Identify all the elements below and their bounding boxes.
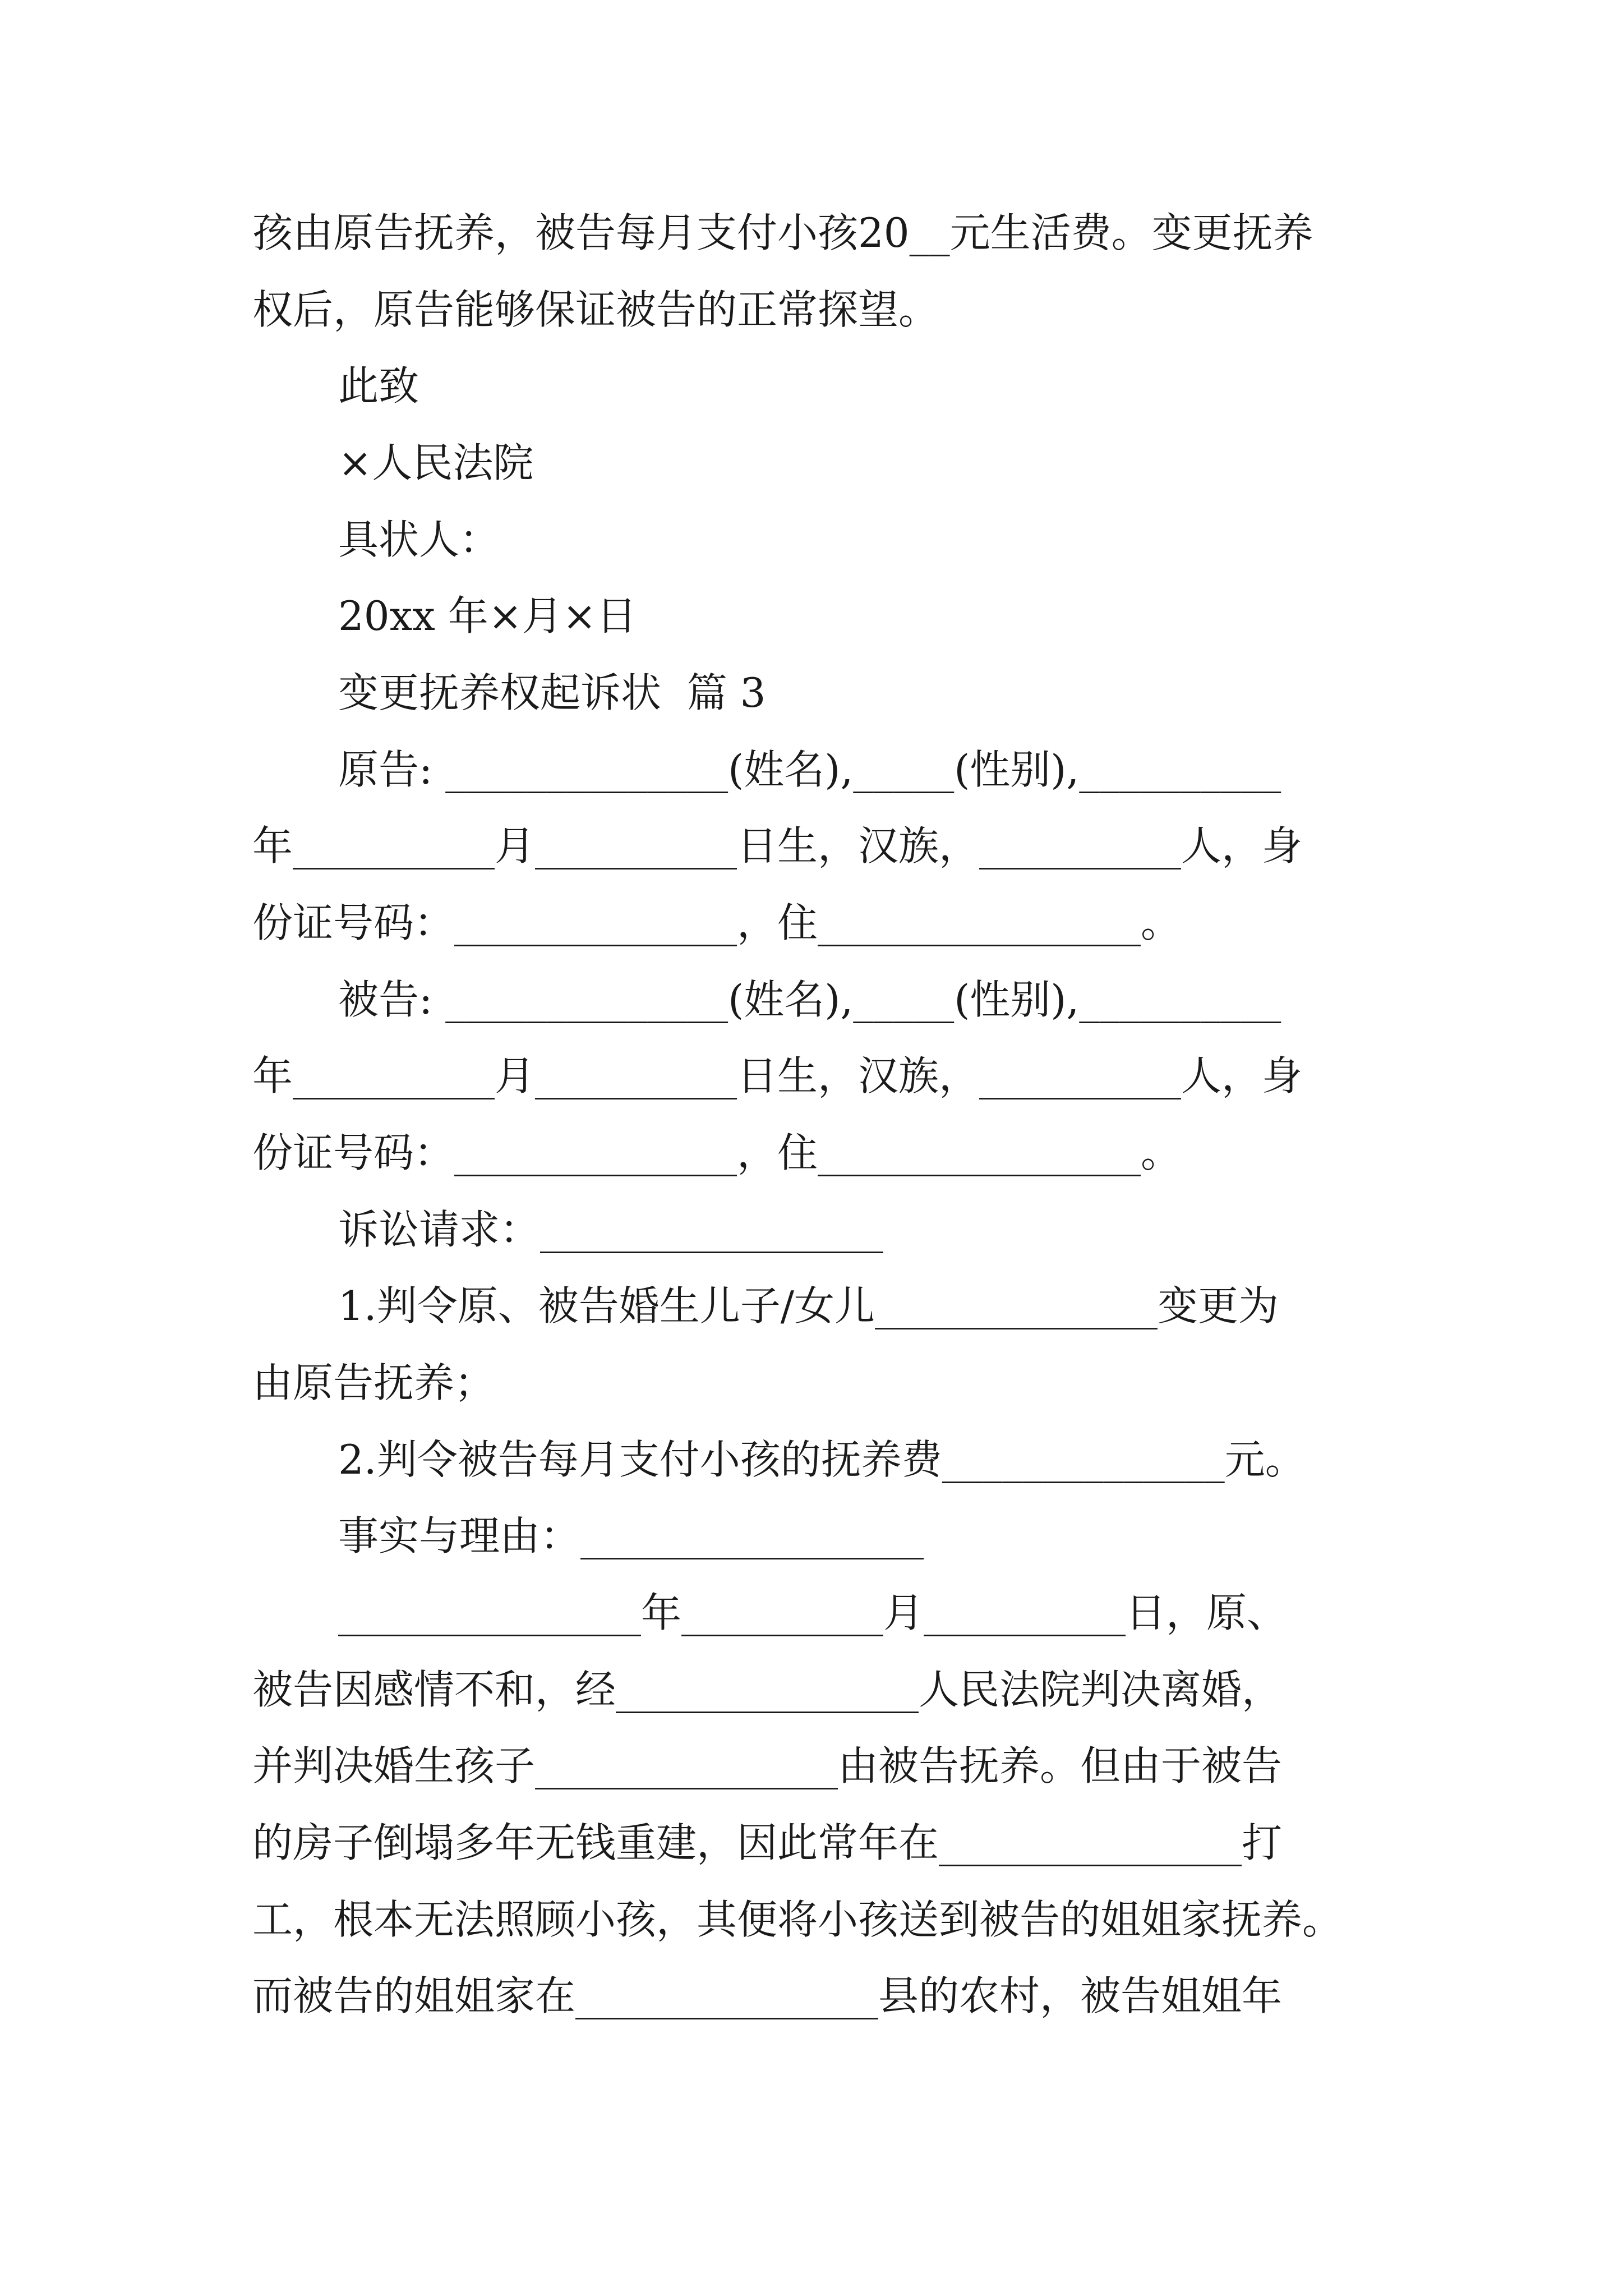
plaintiff-line: 原告: ______________(姓名),_____(性别),__________ [338,746,1281,793]
defendant-line: 份证号码：______________，住________________。 [252,1129,1182,1176]
body-line: 权后，原告能够保证被告的正常探望。 [252,286,939,333]
plaintiff-line: 年__________月__________日生，汉族，__________人，身 [252,822,1303,869]
defendant-line: 年__________月__________日生，汉族，__________人，身 [252,1052,1303,1099]
facts-line: 的房子倒塌多年无钱重建，因此常年在_______________打 [252,1819,1283,1866]
defendant-line: 被告: ______________(姓名),_____(性别),__________ [338,976,1281,1023]
claim-item: 2.判令被告每月支付小孩的抚养费______________元。 [338,1436,1306,1483]
claim-item: 1.判令原、被告婚生儿子/女儿______________变更为 [338,1282,1279,1329]
claim-item: 由原告抚养； [252,1359,495,1406]
facts-heading: 事实与理由：_________________ [338,1512,924,1559]
court-name: ×人民法院 [338,439,534,486]
plaintiff-line: 份证号码：______________，住________________。 [252,899,1182,946]
signing-date: 20xx 年×月×日 [338,592,637,639]
section-title: 变更抚养权起诉状 篇 3 [338,669,766,716]
claims-heading: 诉讼请求：_________________ [338,1206,884,1253]
closing-salutation: 此致 [338,362,419,409]
body-line: 孩由原告抚养，被告每月支付小孩20__元生活费。变更抚养 [252,209,1313,256]
facts-line: 被告因感情不和，经_______________人民法院判决离婚， [252,1666,1283,1713]
facts-line: 工，根本无法照顾小孩，其便将小孩送到被告的姐姐家抚养。 [252,1896,1343,1943]
facts-line: 而被告的姐姐家在_______________县的农村，被告姐姐年 [252,1972,1283,2019]
facts-line: _______________年__________月__________日，原、 [338,1589,1288,1636]
signer-label: 具状人： [338,516,500,563]
facts-line: 并判决婚生孩子_______________由被告抚养。但由于被告 [252,1742,1283,1789]
